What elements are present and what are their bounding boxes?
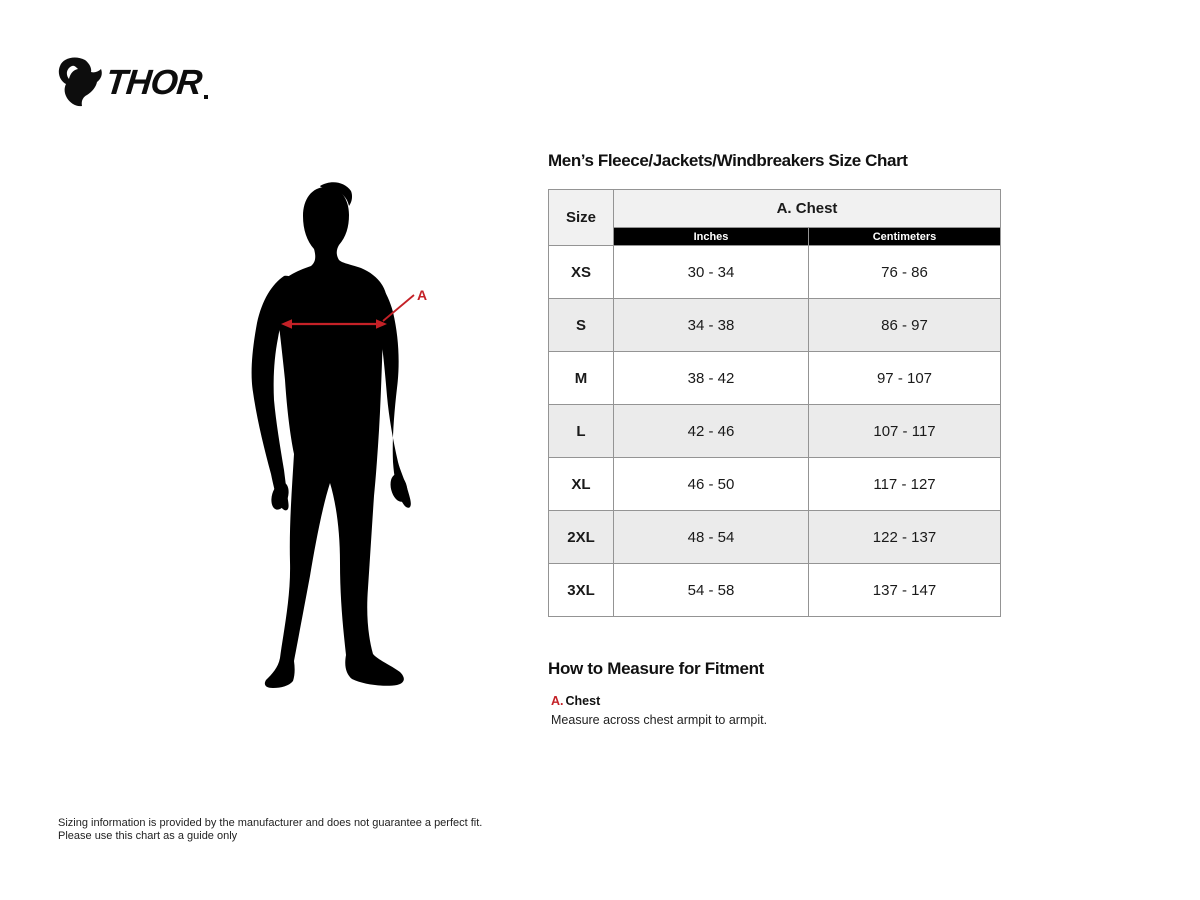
inches-cell: 42 - 46 xyxy=(614,405,809,458)
size-chart-table xyxy=(548,189,1001,617)
trademark-dot xyxy=(204,95,208,99)
table-row-m xyxy=(549,352,1001,405)
table-row-xs xyxy=(549,246,1001,299)
inches-cell: 38 - 42 xyxy=(614,352,809,405)
measure-key-a: A. xyxy=(551,694,564,708)
chest-group-header: A. Chest xyxy=(614,190,1001,228)
measurement-label-a: A xyxy=(417,287,428,303)
thor-ram-head-icon xyxy=(57,57,103,107)
centimeters-cell: 122 - 137 xyxy=(809,511,1001,564)
measure-instruction: Measure across chest armpit to armpit. xyxy=(551,713,768,727)
size-cell: 2XL xyxy=(549,511,614,564)
size-cell: 3XL xyxy=(549,564,614,617)
disclaimer-line2: Please use this chart as a guide only xyxy=(58,829,238,842)
size-cell: M xyxy=(549,352,614,405)
size-chart-title: Men’s Fleece/Jackets/Windbreakers Size Chart xyxy=(548,151,908,170)
size-column-header: Size xyxy=(549,190,614,246)
centimeters-cell: 117 - 127 xyxy=(809,458,1001,511)
centimeters-cell: 97 - 107 xyxy=(809,352,1001,405)
size-cell: XS xyxy=(549,246,614,299)
male-silhouette xyxy=(252,182,411,688)
centimeters-cell: 76 - 86 xyxy=(809,246,1001,299)
inches-cell: 48 - 54 xyxy=(614,511,809,564)
measure-label xyxy=(551,694,767,708)
table-header-row xyxy=(549,190,1001,228)
centimeters-cell: 86 - 97 xyxy=(809,299,1001,352)
table-row-3xl xyxy=(549,564,1001,617)
table-row-l xyxy=(549,405,1001,458)
centimeters-column-header: Centimeters xyxy=(809,228,1001,246)
measure-name-chest: Chest xyxy=(565,694,601,708)
disclaimer-line1: Sizing information is provided by the manufacturer and does not guarantee a perfect fit. xyxy=(58,817,483,829)
disclaimer xyxy=(58,817,482,842)
how-to-measure-heading: How to Measure for Fitment xyxy=(548,659,765,678)
inches-cell: 34 - 38 xyxy=(614,299,809,352)
table-row-xl xyxy=(549,458,1001,511)
table-row-s xyxy=(549,299,1001,352)
inches-column-header: Inches xyxy=(614,228,809,246)
size-cell: S xyxy=(549,299,614,352)
table-row-2xl xyxy=(549,511,1001,564)
inches-cell: 30 - 34 xyxy=(614,246,809,299)
inches-cell: 46 - 50 xyxy=(614,458,809,511)
thor-logo xyxy=(57,56,208,108)
size-cell: L xyxy=(549,405,614,458)
size-cell: XL xyxy=(549,458,614,511)
male-silhouette-figure xyxy=(240,178,460,708)
centimeters-cell: 107 - 117 xyxy=(809,405,1001,458)
centimeters-cell: 137 - 147 xyxy=(809,564,1001,617)
measure-item-chest xyxy=(551,694,767,727)
table-unit-row xyxy=(549,228,1001,246)
inches-cell: 54 - 58 xyxy=(614,564,809,617)
thor-logo-text: THOR xyxy=(103,62,204,102)
